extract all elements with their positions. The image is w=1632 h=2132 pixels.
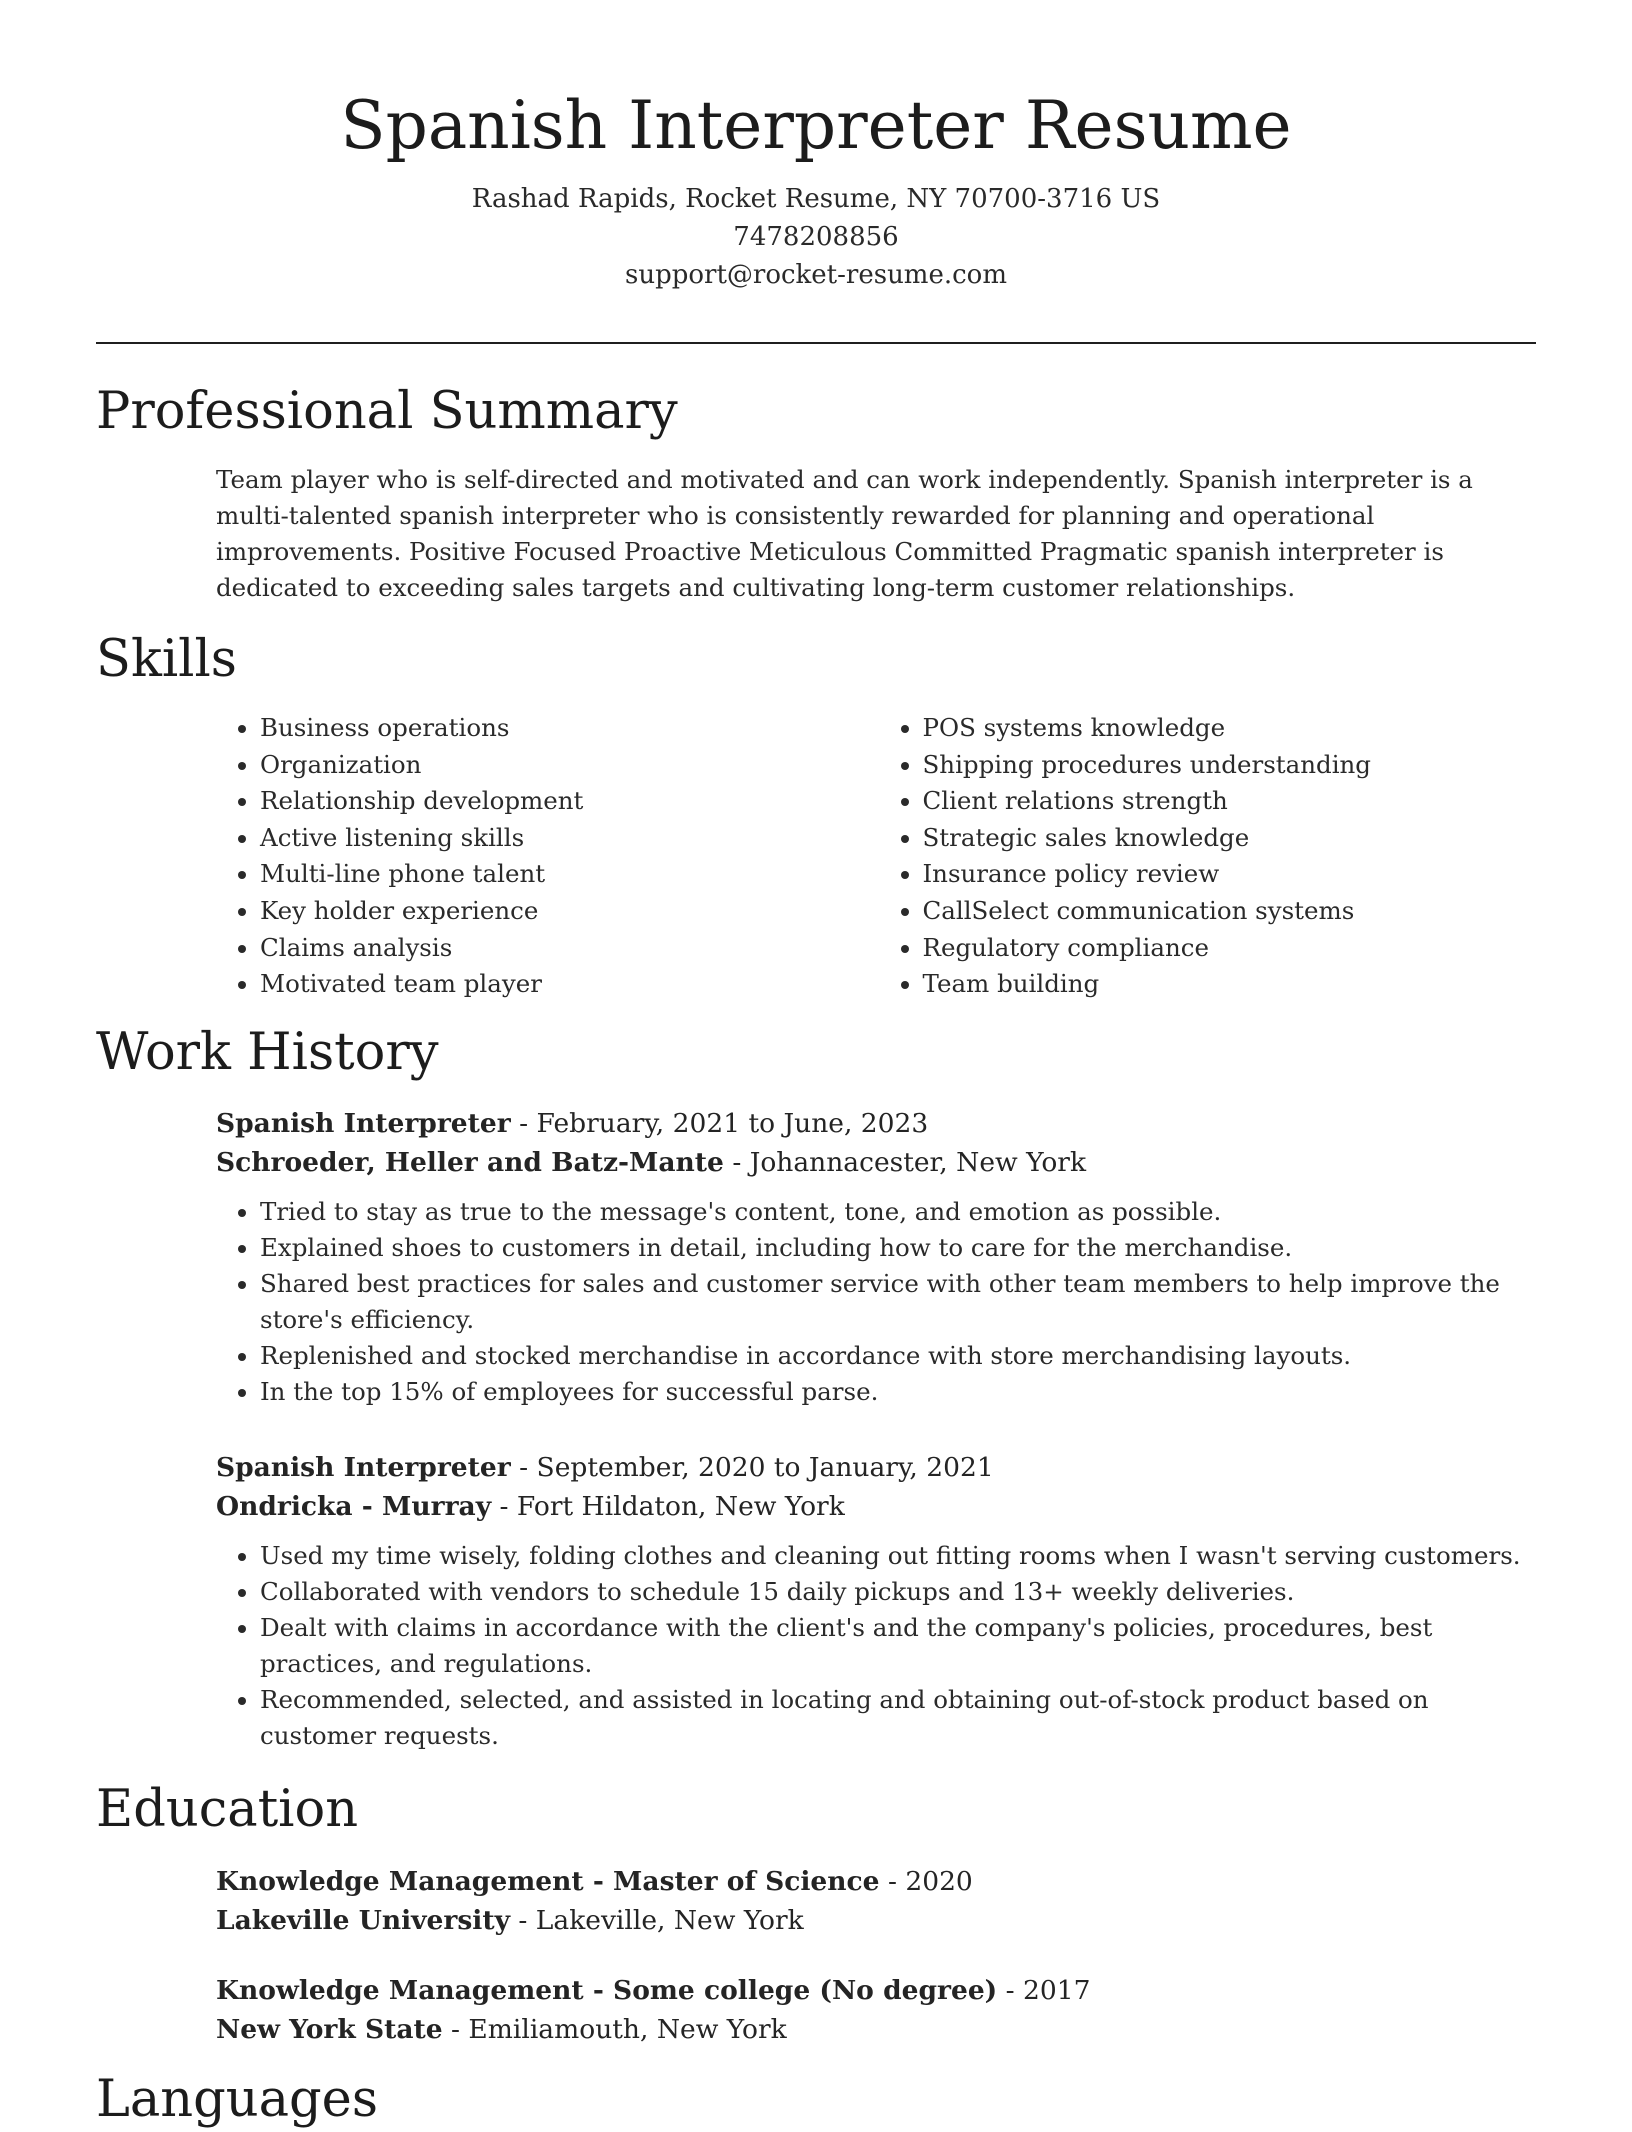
education-entry <box>216 1862 1541 1940</box>
job-bullet: • Collaborated with vendors to schedule 15 daily pickups and 13+ weekly deliveries. <box>260 1574 1541 1610</box>
skill-item: • POS systems knowledge <box>923 710 1542 747</box>
resume-title: Spanish Interpreter Resume <box>340 87 1292 164</box>
skill-item: • Multi-line phone talent <box>260 856 879 893</box>
job-title-line <box>216 1104 1541 1143</box>
job-entry <box>216 1104 1541 1410</box>
education-school: Lakeville University <box>216 1905 510 1936</box>
contact-info <box>96 180 1536 294</box>
job-dates: - February, 2021 to June, 2023 <box>510 1108 929 1139</box>
job-title-line <box>216 1448 1541 1487</box>
skill-item: • Relationship development <box>260 783 879 820</box>
education-school-line <box>216 2010 1541 2049</box>
education-location: - Lakeville, New York <box>510 1905 804 1936</box>
education-degree-line <box>216 1971 1541 2010</box>
education-degree: - Master of Science <box>583 1866 880 1897</box>
summary-text: Team player who is self-directed and motivated and can work independently. Spanish interpreter is a multi-talented spanish interpreter who is consistently rewarded for planning and operational improvements. Positive Focused Proactive Meticulous Committed Pragmatic spanish interpreter is dedicated to exceeding sales targets and cultivating long-term customer relationships. <box>216 465 1473 602</box>
job-bullets <box>216 1194 1541 1410</box>
education-year: - 2017 <box>997 1975 1091 2006</box>
skill-item: • Team building <box>923 966 1542 1003</box>
skill-item: • Motivated team player <box>260 966 879 1003</box>
job-company: Schroeder, Heller and Batz-Mante <box>216 1147 724 1178</box>
job-dates: - September, 2020 to January, 2021 <box>510 1452 994 1483</box>
education-location: - Emiliamouth, New York <box>442 2014 787 2045</box>
education-field: Knowledge Management <box>216 1866 584 1897</box>
education-school-line <box>216 1901 1541 1940</box>
education-year: - 2020 <box>879 1866 973 1897</box>
job-role: Spanish Interpreter <box>216 1452 511 1483</box>
education-degree-line <box>216 1862 1541 1901</box>
job-location: - Fort Hildaton, New York <box>491 1491 845 1522</box>
contact-address: Rashad Rapids, Rocket Resume, NY 70700-3716 US <box>471 184 1161 214</box>
skill-item: • Active listening skills <box>260 820 879 857</box>
job-bullet: • Replenished and stocked merchandise in accordance with store merchandising layouts. <box>260 1338 1541 1374</box>
skill-item: • Regulatory compliance <box>923 930 1542 967</box>
skills-list <box>216 710 1541 1003</box>
job-bullet: • Recommended, selected, and assisted in locating and obtaining out-of-stock product based on customer requests. <box>260 1682 1541 1754</box>
skill-item: • Key holder experience <box>260 893 879 930</box>
education-entry <box>216 1971 1541 2049</box>
skill-item: • Strategic sales knowledge <box>923 820 1542 857</box>
header-divider <box>96 342 1536 344</box>
education-degree: - Some college (No degree) <box>583 1975 998 2006</box>
job-bullet: • Tried to stay as true to the message's content, tone, and emotion as possible. <box>260 1194 1541 1230</box>
job-company-line <box>216 1143 1541 1182</box>
job-entry <box>216 1448 1541 1754</box>
education-school: New York State <box>216 2014 443 2045</box>
contact-phone: 7478208856 <box>733 222 899 252</box>
section-title-summary: Professional Summary <box>96 382 678 441</box>
section-title-education: Education <box>96 1780 359 1839</box>
resume-header <box>96 78 1536 294</box>
section-title-work-history: Work History <box>96 1023 439 1082</box>
job-bullet: • In the top 15% of employees for successful parse. <box>260 1374 1541 1410</box>
job-location: - Johannacester, New York <box>723 1147 1087 1178</box>
skill-item: • Client relations strength <box>923 783 1542 820</box>
skill-item: • Shipping procedures understanding <box>923 747 1542 784</box>
skill-item: • Insurance policy review <box>923 856 1542 893</box>
skills-column-left <box>216 710 879 1003</box>
job-bullet: • Shared best practices for sales and customer service with other team members to help improve the store's efficiency. <box>260 1266 1541 1338</box>
skill-item: • Business operations <box>260 710 879 747</box>
section-title-languages: Languages <box>96 2070 379 2129</box>
job-role: Spanish Interpreter <box>216 1108 511 1139</box>
job-bullet: • Explained shoes to customers in detail, including how to care for the merchandise. <box>260 1230 1541 1266</box>
job-company: Ondricka - Murray <box>216 1491 492 1522</box>
skill-item: • Organization <box>260 747 879 784</box>
job-bullet: • Dealt with claims in accordance with the client's and the company's policies, procedures, best practices, and regulations. <box>260 1610 1541 1682</box>
skills-column-right <box>879 710 1542 1003</box>
section-title-skills: Skills <box>96 630 237 689</box>
job-bullets <box>216 1538 1541 1754</box>
job-company-line <box>216 1487 1541 1526</box>
skill-item: • Claims analysis <box>260 930 879 967</box>
education-field: Knowledge Management <box>216 1975 584 2006</box>
contact-email: support@rocket-resume.com <box>624 260 1007 290</box>
skill-item: • CallSelect communication systems <box>923 893 1542 930</box>
job-bullet: • Used my time wisely, folding clothes and cleaning out fitting rooms when I wasn't serving customers. <box>260 1538 1541 1574</box>
